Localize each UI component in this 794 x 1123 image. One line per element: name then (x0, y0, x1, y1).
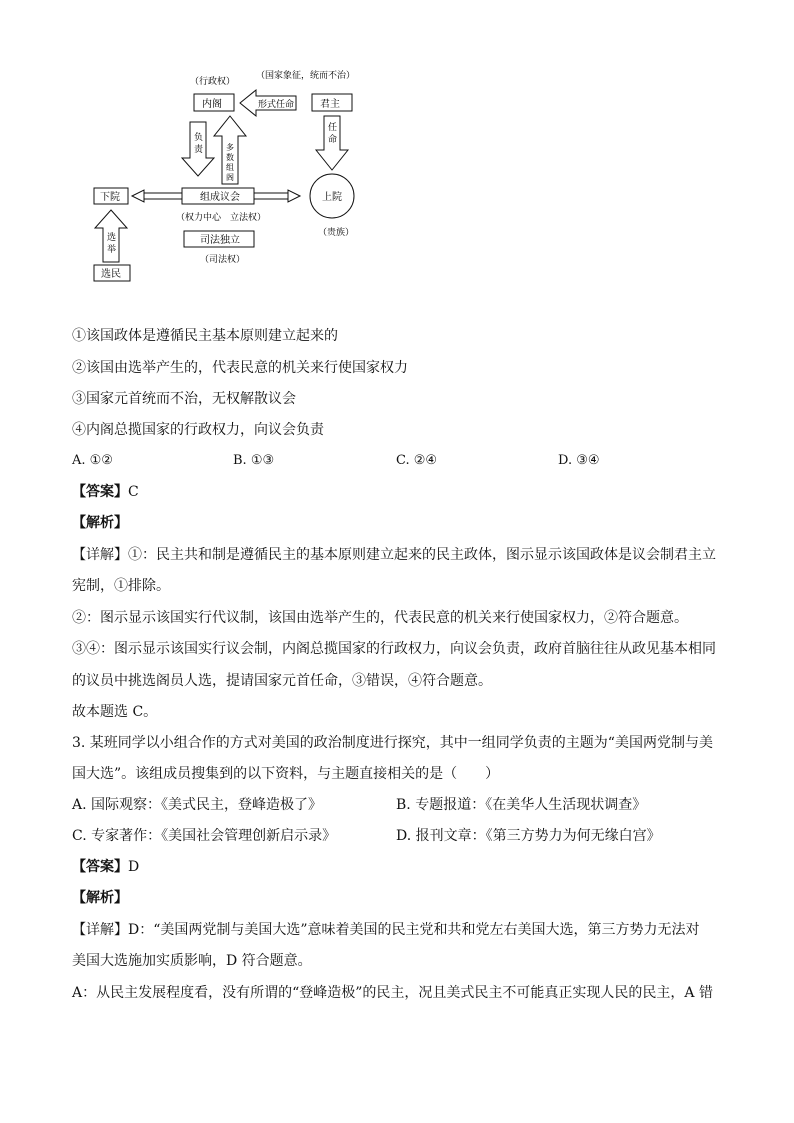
to-upper-house-arrow (288, 190, 300, 202)
q3-answer-value: D (128, 859, 140, 875)
political-system-diagram (80, 60, 370, 290)
question-3-stem-2: 国大选”。该组成员搜集到的以下资料，与主题直接相关的是（ ） (72, 766, 500, 782)
option-b: B. ①③ (233, 453, 275, 468)
option-a: A. ①② (72, 453, 113, 468)
detail-line-4: ③④：图示显示该国实行议会制，内阁总揽国家的行政权力，向议会负责，政府首脑往往从政见基本相同 (72, 641, 716, 657)
parliament-label: 组成议会 (200, 192, 240, 203)
q3-detail-line-3: A：从民主发展程度看，没有所谓的“登峰造极”的民主，况且美式民主不可能真正实现人民的民主，A 错 (72, 985, 713, 1001)
analysis-label: 【解析】 (72, 515, 128, 531)
judiciary-label: 司法独立 (200, 235, 240, 246)
majority-char-2: 数 (226, 153, 234, 162)
detail-line-3: ②：图示显示该国实行代议制，该国由选举产生的，代表民意的机关来行使国家权力，②符合题意。 (72, 610, 688, 626)
elect-char-1: 选 (107, 233, 117, 243)
elect-char-2: 举 (107, 245, 117, 255)
formal-appoint-label: 形式任命 (258, 100, 295, 110)
q3-option-a: A. 国际观察：《美式民主，登峰造极了》 (72, 797, 323, 813)
q3-detail-line-2: 美国大选施加实质影响，D 符合题意。 (72, 953, 312, 969)
statement-4: ④内阁总揽国家的行政权力，向议会负责 (72, 422, 324, 438)
monarch-label: 君主 (320, 99, 340, 110)
statement-3: ③国家元首统而不治，无权解散议会 (72, 391, 296, 407)
option-d: D. ③④ (558, 453, 600, 468)
appoint-char-1: 任 (328, 123, 338, 133)
voters-label: 选民 (101, 269, 121, 280)
q3-option-d: D. 报刊文章：《第三方势力为何无缘白宫》 (396, 828, 661, 844)
option-c: C. ②④ (396, 453, 438, 468)
cabinet-label: 内阁 (202, 99, 222, 110)
q3-answer-label: 【答案】 (72, 859, 128, 875)
majority-char-4: 阁 (226, 173, 234, 182)
q3-analysis-label: 【解析】 (72, 890, 128, 906)
answer-label: 【答案】 (72, 484, 128, 500)
lower-house-label: 下院 (100, 192, 120, 203)
detail-line-1: 【详解】①：民主共和制是遵循民主的基本原则建立起来的民主政体，图示显示该国政体是议会制君主立 (72, 547, 716, 563)
noble-note: （贵族） (318, 228, 355, 238)
q3-option-b: B. 专题报道：《在美华人生活现状调查》 (396, 797, 647, 813)
q3-option-c: C. 专家著作：《美国社会管理创新启示录》 (72, 828, 337, 844)
statement-1: ①该国政体是遵循民主基本原则建立起来的 (72, 328, 338, 344)
cabinet-note: （行政权） (190, 77, 236, 87)
judiciary-note: （司法权） (200, 255, 246, 265)
conclusion-line: 故本题选 C。 (72, 704, 158, 720)
q3-answer-line (72, 857, 139, 877)
answer-line (72, 482, 139, 502)
monarch-note: （国家象征，统而不治） (256, 71, 356, 81)
upper-house-label: 上院 (322, 192, 342, 203)
detail-line-2: 宪制，①排除。 (72, 578, 170, 594)
statement-2: ②该国由选举产生的，代表民意的机关来行使国家权力 (72, 360, 408, 376)
parliament-note: （权力中心 立法权） (176, 213, 267, 223)
detail-line-5: 的议员中挑选阁员人选，提请国家元首任命，③错误，④符合题意。 (72, 673, 492, 689)
question-3-stem-1: 3. 某班同学以小组合作的方式对美国的政治制度进行探究，其中一组同学负责的主题为“美国两党制与美 (72, 735, 713, 751)
majority-char-1: 多 (226, 143, 234, 152)
to-lower-house-arrow (132, 190, 144, 202)
appoint-char-2: 命 (328, 135, 338, 145)
answer-value: C (128, 484, 139, 500)
q3-detail-line-1: 【详解】D：“美国两党制与美国大选”意味着美国的民主党和共和党左右美国大选，第三方势力无法对 (72, 922, 700, 938)
majority-char-3: 组 (226, 163, 234, 172)
responsible-char-1: 负 (194, 133, 204, 143)
responsible-char-2: 责 (194, 145, 204, 155)
